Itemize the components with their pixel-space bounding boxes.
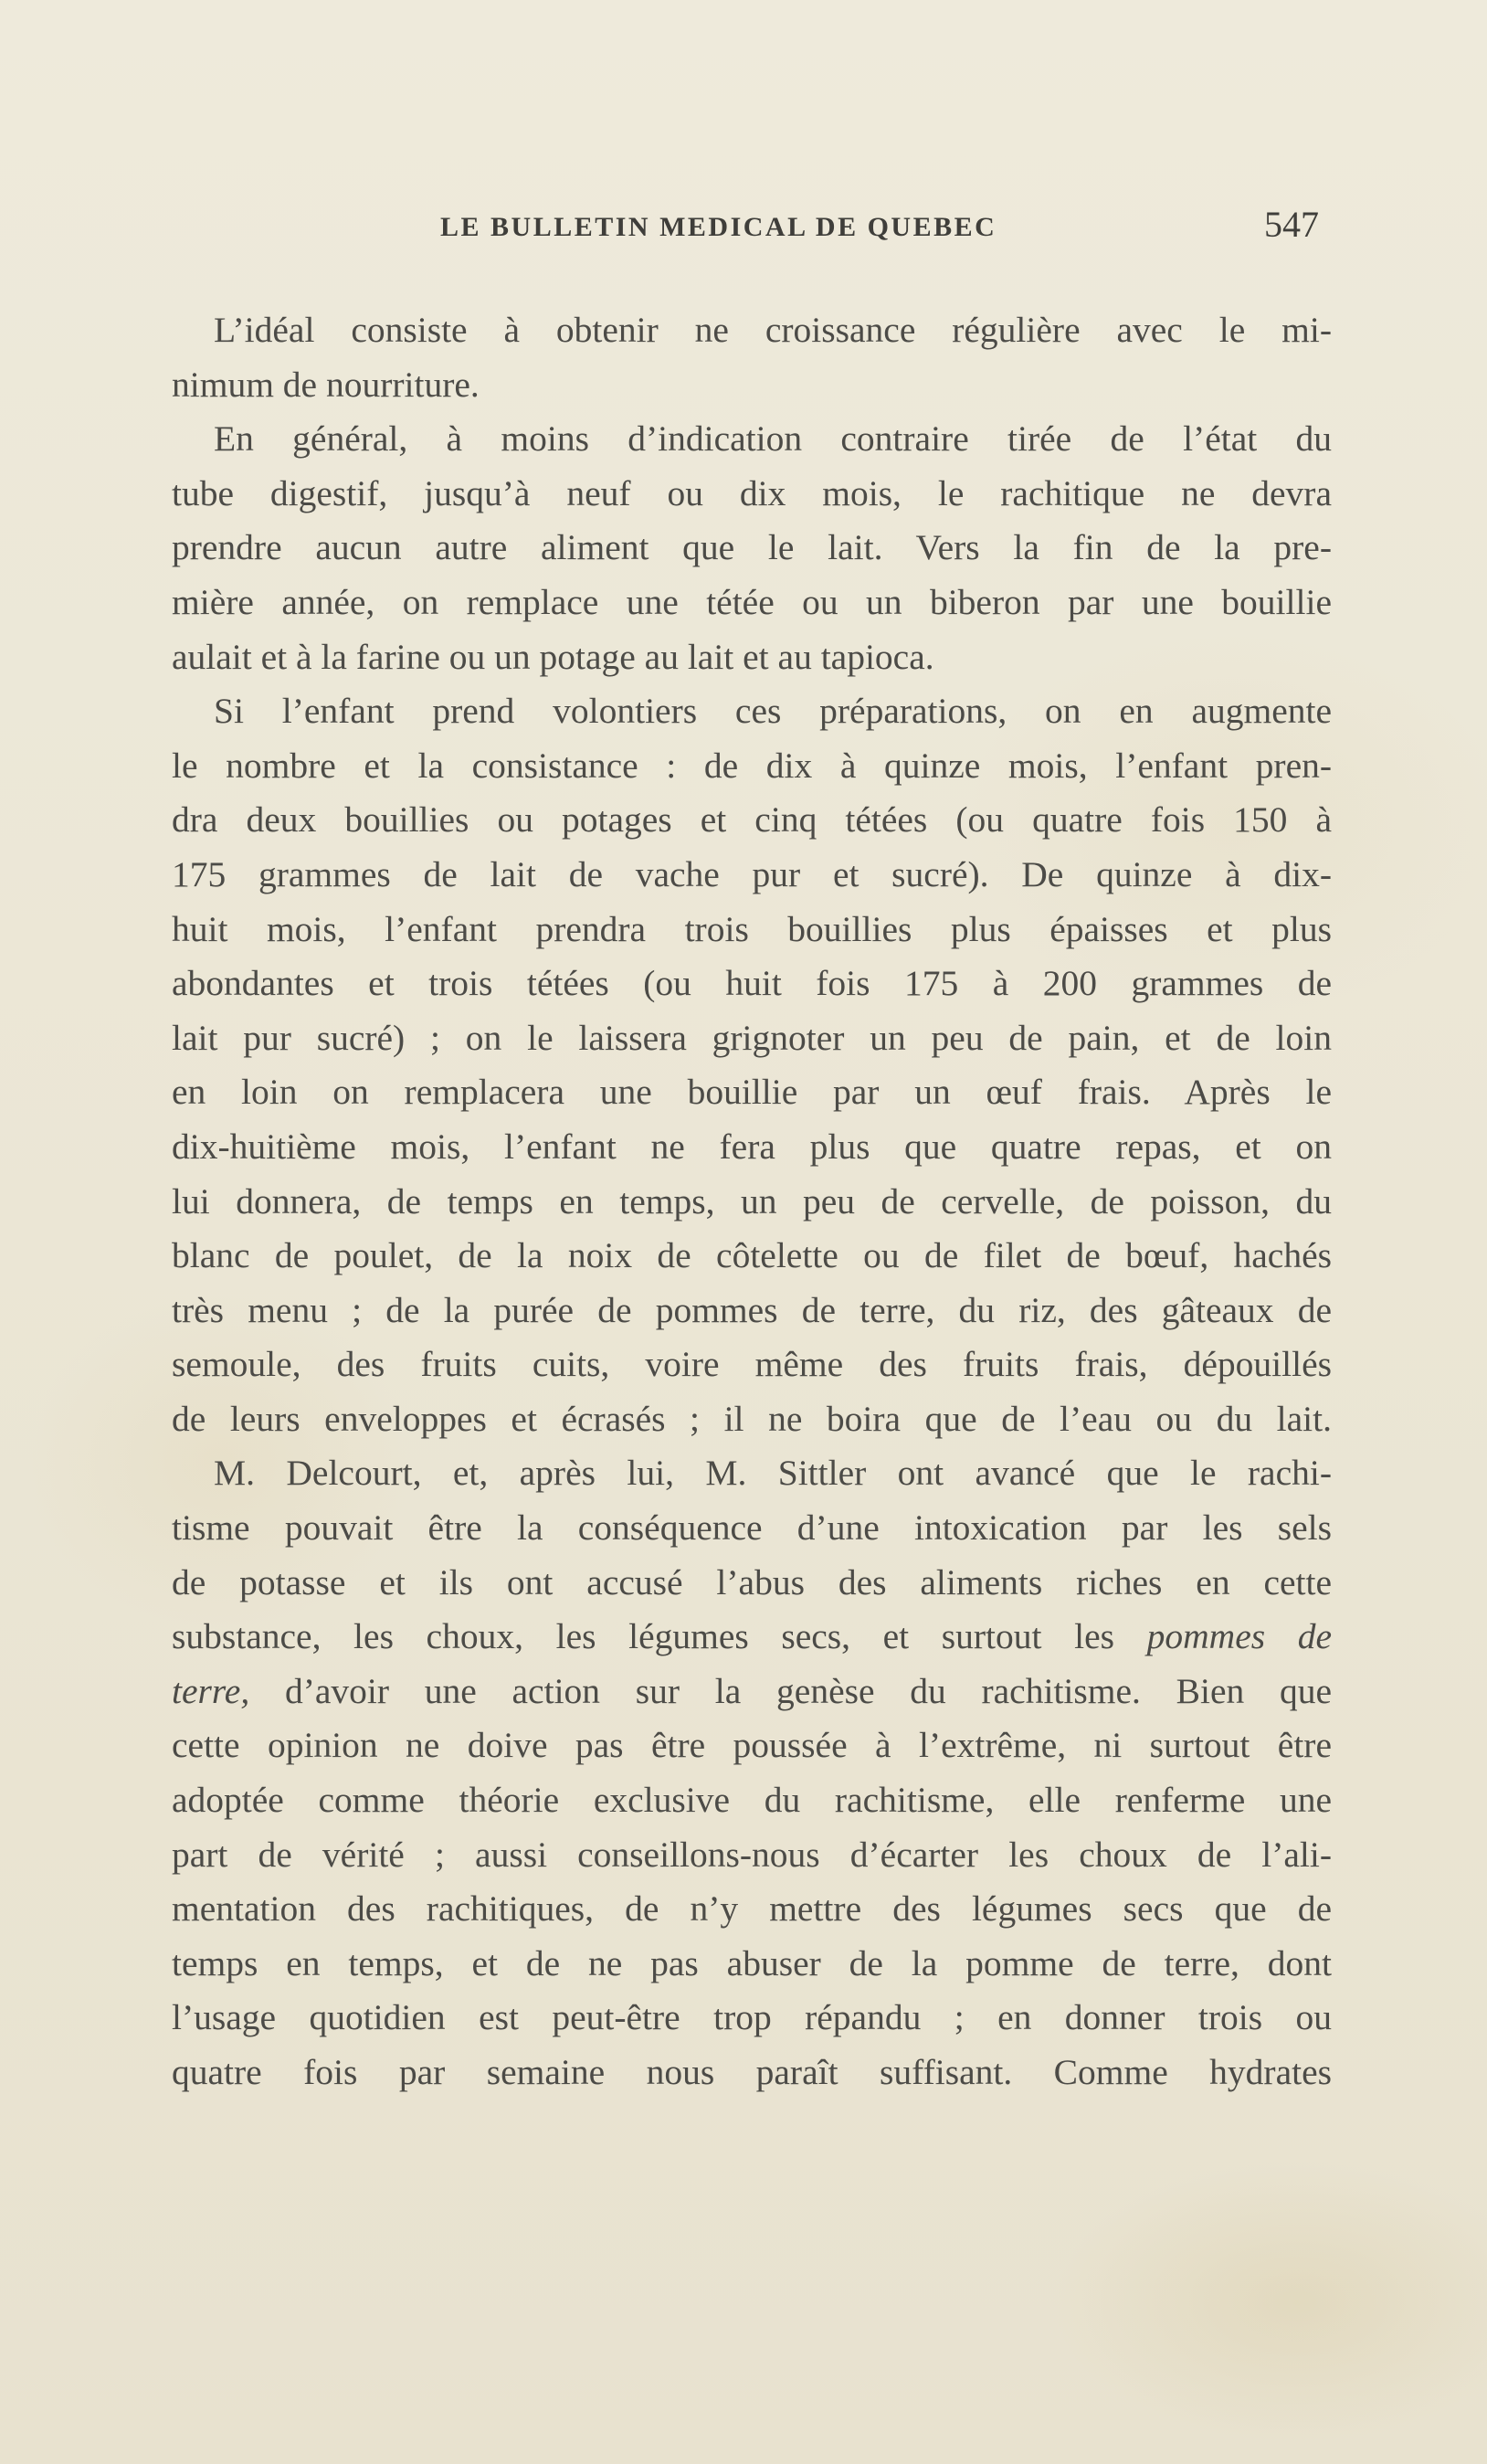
text-line: en loin on remplacera une bouillie par un œuf frais. Après le [172, 1072, 1332, 1113]
text-line: En général, à moins d’indication contraire tirée de l’état du [214, 418, 1332, 460]
text-segment: substance, les choux, les légumes secs, et surtout les [172, 1616, 1147, 1657]
text-line: semoule, des fruits cuits, voire même des fruits frais, dépouillés [172, 1344, 1332, 1385]
paragraph-3 [172, 684, 1332, 1446]
text-line: lui donnera, de temps en temps, un peu de cervelle, de poisson, du [172, 1180, 1332, 1221]
text-line: dix-huitième mois, l’enfant ne fera plus que quatre repas, et on [172, 1126, 1332, 1167]
text-line: temps en temps, et de ne pas abuser de la pomme de terre, dont [172, 1942, 1332, 1983]
text-line: de leurs enveloppes et écrasés ; il ne boira que de l’eau ou du lait. [172, 1398, 1332, 1439]
italic-phrase: terre, [172, 1670, 250, 1711]
text-line: dra deux bouillies ou potages et cinq tétées (ou quatre fois 150 à [172, 799, 1332, 841]
page-number: 547 [1264, 204, 1319, 245]
text-line: prendre aucun autre aliment que le lait. Vers la fin de la pre- [172, 527, 1332, 568]
text-line: blanc de poulet, de la noix de côtelette ou de filet de bœuf, hachés [172, 1235, 1332, 1276]
running-title: LE BULLETIN MEDICAL DE QUEBEC [440, 212, 997, 242]
text-line: adoptée comme théorie exclusive du rachitisme, elle renferme une [172, 1780, 1332, 1821]
text-line: quatre fois par semaine nous paraît suffisant. Comme hydrates [172, 2052, 1332, 2092]
text-line: de potasse et ils ont accusé l’abus des aliments riches en cette [172, 1561, 1332, 1602]
text-line-with-italic [172, 1665, 1332, 1719]
text-line: mentation des rachitiques, de n’y mettre des légumes secs que de [172, 1888, 1332, 1930]
body-text [172, 303, 1332, 2100]
text-line: lait pur sucré) ; on le laissera grignoter un peu de pain, et de loin [172, 1017, 1332, 1058]
text-line: très menu ; de la purée de pommes de terre, du riz, des gâteaux de [172, 1289, 1332, 1330]
page-header [174, 204, 1323, 252]
paragraph-1 [172, 303, 1332, 412]
text-line: cette opinion ne doive pas être poussée à l’extrême, ni surtout être [172, 1725, 1332, 1766]
text-line: aulait et à la farine ou un potage au lait et au tapioca. [172, 636, 934, 677]
text-line-with-italic [172, 1610, 1332, 1665]
text-line: le nombre et la consistance : de dix à quinze mois, l’enfant pren- [172, 745, 1332, 786]
text-line: l’usage quotidien est peut-être trop répandu ; en donner trois ou [172, 1997, 1332, 2038]
text-line: mière année, on remplace une tétée ou un biberon par une bouillie [172, 581, 1332, 622]
italic-phrase: pommes de [1146, 1616, 1332, 1657]
text-line: tisme pouvait être la conséquence d’une intoxication par les sels [172, 1507, 1332, 1549]
text-segment: d’avoir une action sur la genèse du rachitisme. Bien que [284, 1670, 1333, 1711]
text-line: part de vérité ; aussi conseillons-nous d’écarter les choux de l’ali- [172, 1834, 1332, 1875]
text-line: Si l’enfant prend volontiers ces préparations, on en augmente [214, 691, 1332, 732]
text-line: tube digestif, jusqu’à neuf ou dix mois, le rachitique ne devra [172, 472, 1332, 513]
text-line: L’idéal consiste à obtenir ne croissance régulière avec le mi- [214, 310, 1332, 350]
text-line: huit mois, l’enfant prendra trois bouillies plus épaisses et plus [172, 908, 1332, 949]
text-line: M. Delcourt, et, après lui, M. Sittler ont avancé que le rachi- [214, 1453, 1332, 1494]
paragraph-4 [172, 1446, 1332, 2099]
text-line: 175 grammes de lait de vache pur et sucré). De quinze à dix- [172, 853, 1332, 894]
text-line: nimum de nourriture. [172, 364, 480, 405]
paragraph-2 [172, 412, 1332, 684]
text-line: abondantes et trois tétées (ou huit fois 175 à 200 grammes de [172, 963, 1332, 1004]
